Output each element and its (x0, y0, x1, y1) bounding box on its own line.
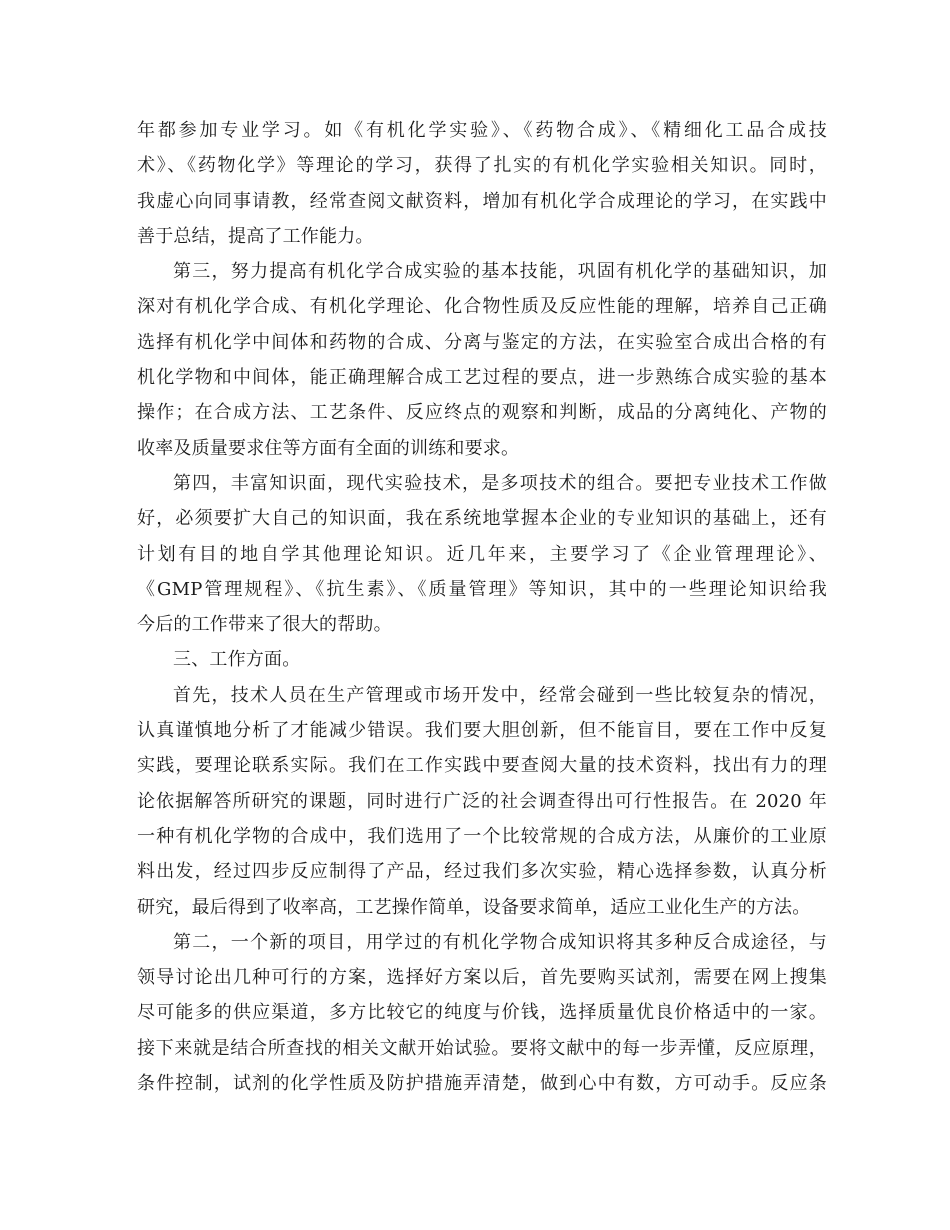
text-line: 深对有机化学合成、有机化学理论、化合物性质及反应性能的理解，培养自己正确 (137, 296, 827, 318)
text-line: 计划有目的地自学其他理论知识。近几年来，主要学习了《企业管理理论》、 (137, 543, 827, 565)
document-body (137, 113, 827, 1101)
text-line: 善于总结，提高了工作能力。 (137, 225, 374, 247)
text-line: 今后的工作带来了很大的帮助。 (137, 614, 392, 636)
paragraph-first-line: 第二，一个新的项目，用学过的有机化学物合成知识将其多种反合成途径，与 (173, 931, 827, 953)
paragraph-first-line: 第三，努力提高有机化学合成实验的基本技能，巩固有机化学的基础知识，加 (173, 261, 827, 283)
text-line: 《GMP管理规程》、《抗生素》、《质量管理》等知识，其中的一些理论知识给我 (137, 578, 827, 600)
text-line: 收率及质量要求住等方面有全面的训练和要求。 (137, 437, 520, 459)
text-line: 我虚心向同事请教，经常查阅文献资料，增加有机化学合成理论的学习，在实践中 (137, 190, 827, 212)
text-line: 条件控制，试剂的化学性质及防护措施弄清楚，做到心中有数，方可动手。反应条 (137, 1073, 827, 1095)
text-line: 机化学物和中间体，能正确理解合成工艺过程的要点，进一步熟练合成实验的基本 (137, 367, 827, 389)
text-line: 接下来就是结合所查找的相关文献开始试验。要将文献中的每一步弄懂，反应原理， (137, 1037, 827, 1059)
text-line: 术》、《药物化学》等理论的学习，获得了扎实的有机化学实验相关知识。同时， (137, 155, 827, 177)
text-line: 好，必须要扩大自己的知识面，我在系统地掌握本企业的专业知识的基础上，还有 (137, 508, 827, 530)
text-line: 实践，要理论联系实际。我们在工作实践中要查阅大量的技术资料，找出有力的理 (137, 755, 827, 777)
text-line: 论依据解答所研究的课题，同时进行广泛的社会调查得出可行性报告。在 2020 年 (137, 790, 827, 812)
text-line: 料出发，经过四步反应制得了产品，经过我们多次实验，精心选择参数，认真分析 (137, 861, 827, 883)
paragraph-first-line: 首先，技术人员在生产管理或市场开发中，经常会碰到一些比较复杂的情况， (173, 684, 827, 706)
text-line: 认真谨慎地分析了才能减少错误。我们要大胆创新，但不能盲目，要在工作中反复 (137, 720, 827, 742)
text-line: 尽可能多的供应渠道，多方比较它的纯度与价钱，选择质量优良价格适中的一家。 (137, 1002, 827, 1024)
text-line: 操作；在合成方法、工艺条件、反应终点的观察和判断，成品的分离纯化、产物的 (137, 402, 827, 424)
text-line: 年都参加专业学习。如《有机化学实验》、《药物合成》、《精细化工品合成技 (137, 120, 827, 141)
text-line: 领导讨论出几种可行的方案，选择好方案以后，首先要购买试剂，需要在网上搜集 (137, 967, 827, 989)
text-line: 选择有机化学中间体和药物的合成、分离与鉴定的方法，在实验室合成出合格的有 (137, 331, 827, 353)
text-line: 研究，最后得到了收率高，工艺操作简单，设备要求简单，适应工业化生产的方法。 (137, 896, 811, 918)
paragraph-first-line: 第四，丰富知识面，现代实验技术，是多项技术的组合。要把专业技术工作做 (173, 472, 827, 494)
text-line: 一种有机化学物的合成中，我们选用了一个比较常规的合成方法，从廉价的工业原 (137, 825, 827, 847)
section-heading: 三、工作方面。 (173, 649, 301, 671)
